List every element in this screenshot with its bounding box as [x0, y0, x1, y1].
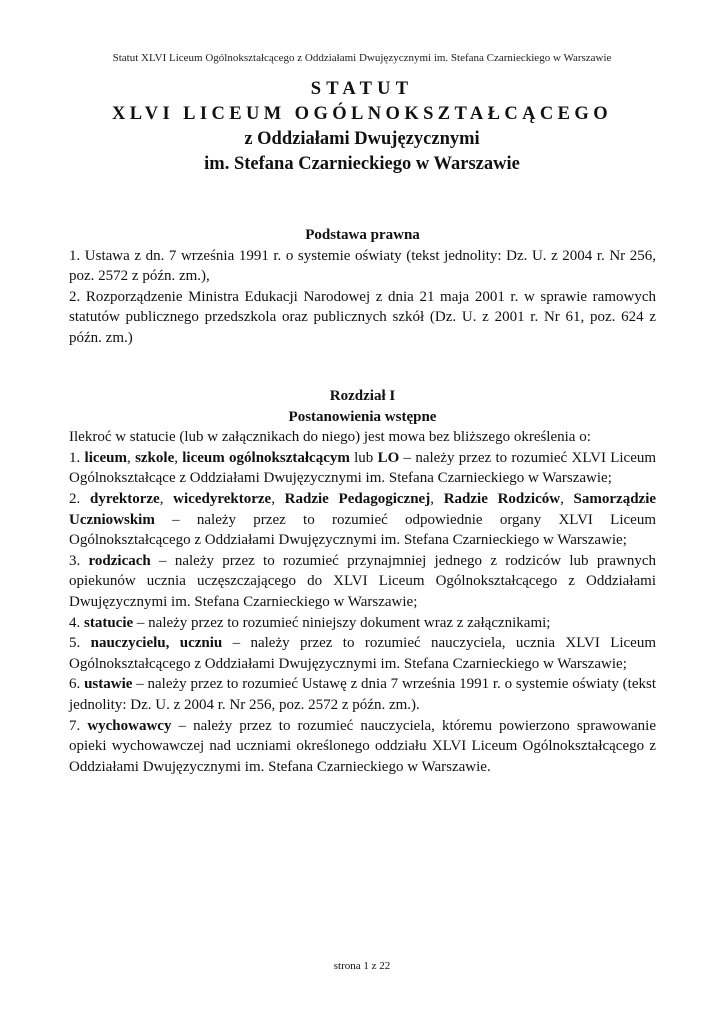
defined-term: LO [377, 449, 400, 466]
definition-item [69, 448, 656, 489]
defined-term: ustawie [84, 676, 133, 693]
term-separator: , [174, 449, 183, 466]
legal-basis-item-2: 2. Rozporządzenie Ministra Edukacji Narodowej z dnia 21 maja 2001 r. w sprawie ramowych statutów publicznego przedszkola oraz publicznych szkół (Dz. U. z 2001 r. Nr 61, poz. 624 z późn. zm.) [69, 288, 656, 346]
definition-number: 5. [69, 635, 91, 652]
term-separator: , [430, 490, 444, 507]
term-separator: , [560, 490, 574, 507]
definitions-list [69, 448, 656, 778]
title-line-2: XLVI LICEUM OGÓLNOKSZTAŁCĄCEGO [111, 104, 612, 124]
definition-text: – należy przez to rozumieć Ustawę z dnia 7 września 1991 r. o systemie oświaty (tekst jednolity: Dz. U. z 2004 r. Nr 256, poz. 2572 z późn. zm.). [69, 676, 656, 713]
defined-term: rodzicach [88, 552, 151, 569]
defined-term: Radzie Rodziców [443, 490, 561, 507]
defined-term: wicedyrektorze [173, 490, 272, 507]
defined-term: statucie [84, 614, 134, 631]
chapter-number: Rozdział I [329, 388, 396, 404]
defined-term: szkole [135, 449, 175, 466]
definition-item [69, 551, 656, 613]
defined-term: dyrektorze [89, 490, 160, 507]
chapter-title: Postanowienia wstępne [288, 408, 437, 425]
definition-item [69, 489, 656, 551]
definition-number: 4. [69, 614, 84, 631]
term-separator: lub [349, 449, 378, 466]
definition-number: 1. [69, 449, 85, 466]
definition-number: 6. [69, 676, 85, 693]
defined-term: Radzie Pedagogicznej [284, 490, 431, 507]
title-line-4: im. Stefana Czarnieckiego w Warszawie [204, 154, 520, 174]
legal-basis-section [69, 225, 656, 349]
definition-item [69, 613, 656, 634]
title-line-3: z Oddziałami Dwujęzycznymi [244, 129, 480, 149]
definition-number: 3. [69, 552, 89, 569]
definition-item [69, 633, 656, 674]
defined-term: wychowawcy [87, 717, 172, 734]
definition-number: 2. [69, 490, 90, 507]
chapter-section [69, 386, 656, 777]
chapter-intro: Ilekroć w statucie (lub w załącznikach do niego) jest mowa bez bliższego określenia o: [69, 429, 591, 446]
defined-term: liceum [84, 449, 128, 466]
definition-item [69, 716, 656, 778]
defined-term: nauczycielu, uczniu [90, 635, 223, 652]
definition-text: – należy przez to rozumieć XLVI Liceum Ogólnokształcące z Oddziałami Dwujęzycznymi im. Stefana Czarnieckiego w Warszawie; [69, 449, 657, 487]
defined-term: Samorządzie Uczniowskim [69, 490, 657, 528]
title-line-1: STATUT [310, 79, 414, 99]
legal-basis-item-1: 1. Ustawa z dn. 7 września 1991 r. o systemie oświaty (tekst jednolity: Dz. U. z 2004 r. Nr 256, poz. 2572 z późn. zm.), [69, 247, 656, 285]
term-separator: , [159, 490, 174, 507]
definition-text: – należy przez to rozumieć przynajmniej jednego z rodziców lub prawnych opiekunów ucznia uczęszczającego do XLVI Liceum Ogólnokształcącego z Oddziałami Dwujęzycznymi im. Stefana Czarnieckiego w Warszawie; [69, 552, 656, 610]
document-title [0, 77, 724, 177]
page-number: strona 1 z 22 [333, 960, 391, 972]
definition-text: – należy przez to rozumieć niniejszy dokument wraz z załącznikami; [133, 614, 551, 631]
term-separator: , [127, 449, 136, 466]
definition-number: 7. [69, 717, 88, 734]
defined-term: liceum ogólnokształcącym [182, 449, 350, 466]
definition-item [69, 674, 656, 715]
definition-text: – należy przez to rozumieć nauczyciela, ucznia XLVI Liceum Ogólnokształcącego z Oddziałami Dwujęzycznymi im. Stefana Czarnieckiego w Warszawie; [69, 635, 657, 672]
definition-text: – należy przez to rozumieć nauczyciela, któremu powierzono sprawowanie opieki wychowawczej nad uczniami określonego oddziału XLVI Liceum Ogólnokształcącego z Oddziałami Dwujęzycznymi im. Stefana Czarnieckiego w Warszawie. [69, 717, 656, 775]
term-separator: , [271, 490, 285, 507]
running-header: Statut XLVI Liceum Ogólnokształcącego z Oddziałami Dwujęzycznymi im. Stefana Czarnieckiego w Warszawie [112, 52, 612, 64]
legal-basis-heading: Podstawa prawna [305, 227, 420, 243]
definition-text: – należy przez to rozumieć odpowiednie organy XLVI Liceum Ogólnokształcącego z Oddziałami Dwujęzycznymi im. Stefana Czarnieckiego w Warszawie; [69, 511, 656, 549]
